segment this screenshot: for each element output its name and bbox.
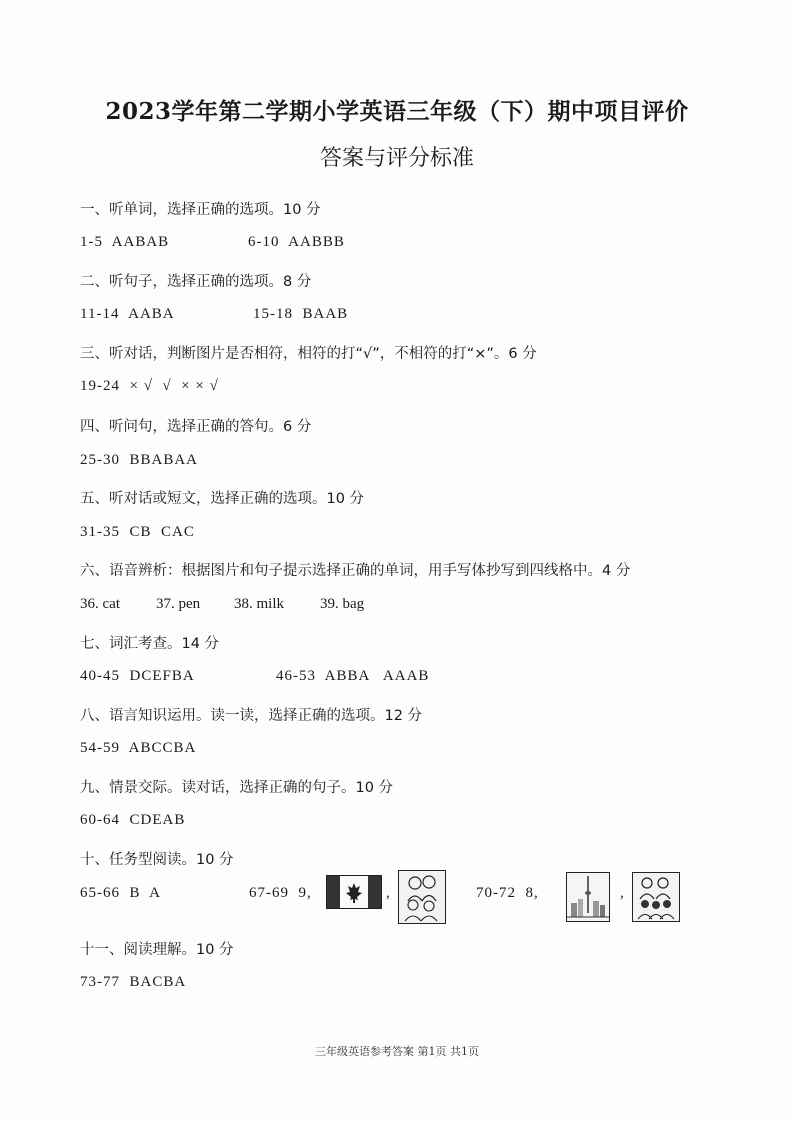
- section-10-answer-1: 65-66 B A: [80, 885, 162, 901]
- section-5-answer-1: 31-35 CB CAC: [80, 524, 195, 540]
- canada-flag-picture: [326, 875, 382, 909]
- page-title: 2023学年第二学期小学英语三年级（下）期中项目评价: [105, 98, 689, 125]
- comma-separator: ,: [386, 885, 390, 901]
- section-11-heading: 十一、阅读理解。10 分: [80, 942, 234, 958]
- section-2-heading: 二、听句子，选择正确的选项。8 分: [80, 274, 312, 290]
- section-5-heading: 五、听对话或短文，选择正确的选项。10 分: [80, 491, 365, 507]
- section-11-answer-1: 73-77 BACBA: [80, 974, 187, 990]
- section-3-heading: 三、听对话，判断图片是否相符，相符的打“√”，不相符的打“×”。6 分: [80, 346, 537, 362]
- section-9-heading: 九、情景交际。读对话，选择正确的句子。10 分: [80, 780, 394, 796]
- section-7-answer-2: 46-53 ABBA AAAB: [276, 668, 430, 684]
- section-1-answer-1: 1-5 AABAB: [80, 234, 170, 250]
- section-9-answer-1: 60-64 CDEAB: [80, 812, 186, 828]
- section-6-answer-2: 37. pen: [156, 596, 201, 612]
- section-10-heading: 十、任务型阅读。10 分: [80, 852, 234, 868]
- section-7-answer-1: 40-45 DCEFBA: [80, 668, 195, 684]
- section-10-answer-3: 70-72 8,: [476, 885, 539, 901]
- section-4-answer-1: 25-30 BBABAA: [80, 452, 199, 468]
- page-subtitle: 答案与评分标准: [319, 146, 474, 171]
- section-6-answer-3: 38. milk: [234, 596, 285, 612]
- section-6-heading: 六、语音辨析：根据图片和句子提示选择正确的单词，用手写体抄写到四线格中。4 分: [80, 563, 631, 579]
- section-2-answer-2: 15-18 BAAB: [253, 306, 349, 322]
- section-6-answer-1: 36. cat: [80, 596, 120, 612]
- page-footer: 三年级英语参考答案 第1页 共1页: [315, 1045, 479, 1058]
- comma-separator-2: ,: [620, 885, 624, 901]
- section-6-answer-4: 39. bag: [320, 596, 365, 612]
- section-1-answer-2: 6-10 AABBB: [248, 234, 345, 250]
- section-8-heading: 八、语言知识运用。读一读，选择正确的选项。12 分: [80, 708, 423, 724]
- section-3-answer-1: 19-24 × √ √ × × √: [80, 378, 219, 394]
- section-10-answer-2: 67-69 9,: [249, 885, 312, 901]
- section-2-answer-1: 11-14 AABA: [80, 306, 175, 322]
- section-8-answer-1: 54-59 ABCCBA: [80, 740, 197, 756]
- city-tower-picture: [566, 872, 610, 922]
- family-picture: [398, 870, 446, 924]
- section-4-heading: 四、听问句，选择正确的答句。6 分: [80, 419, 312, 435]
- section-1-heading: 一、听单词，选择正确的选项。10 分: [80, 202, 321, 218]
- section-7-heading: 七、词汇考查。14 分: [80, 636, 220, 652]
- family-picture-2: [632, 872, 680, 922]
